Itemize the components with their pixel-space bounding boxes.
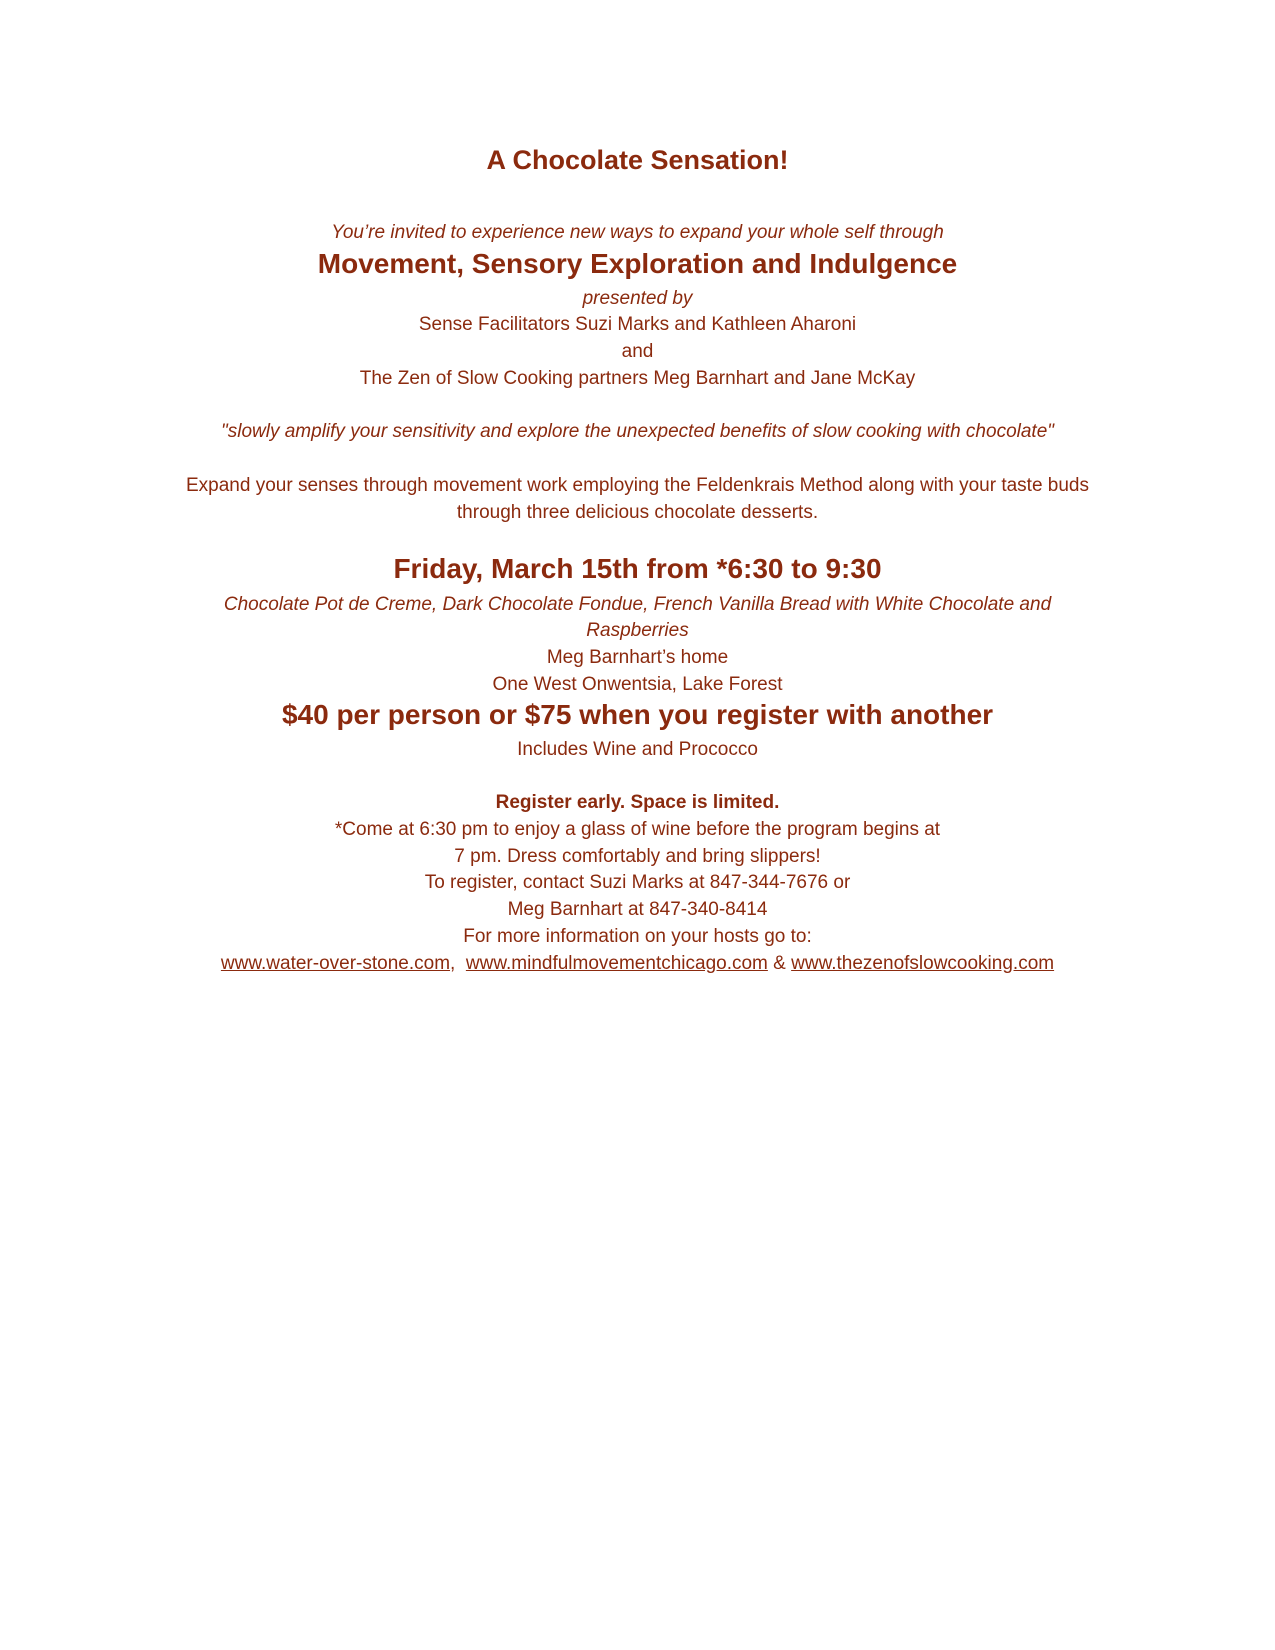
notes-line-4: Meg Barnhart at 847-340-8414 xyxy=(507,899,768,920)
notes-line-2: 7 pm. Dress comfortably and bring slippers! xyxy=(454,846,821,867)
link-zen-of-slow-cooking[interactable]: www.thezenofslowcooking.com xyxy=(791,953,1055,974)
register-early: Register early. Space is limited. xyxy=(495,792,780,813)
link-mindful-movement-chicago[interactable]: www.mindfulmovementchicago.com xyxy=(465,953,768,974)
link-separator-2: & xyxy=(767,953,792,974)
address: One West Onwentsia, Lake Forest xyxy=(492,674,783,695)
venue: Meg Barnhart’s home xyxy=(546,647,729,668)
menu-line-1: Chocolate Pot de Creme, Dark Chocolate Fondue, French Vanilla Bread with White Chocolate and xyxy=(223,594,1052,615)
description-line-1: Expand your senses through movement work employing the Feldenkrais Method along with your taste buds xyxy=(186,475,1089,496)
presenters-line-1: Sense Facilitators Suzi Marks and Kathleen Aharoni xyxy=(418,314,857,335)
event-date: Friday, March 15th from *6:30 to 9:30 xyxy=(393,553,882,584)
notes-line-3: To register, contact Suzi Marks at 847-344-7676 or xyxy=(424,872,851,893)
presented-by: presented by xyxy=(582,288,693,309)
price: $40 per person or $75 when you register with another xyxy=(281,699,994,730)
and-text: and xyxy=(621,341,654,362)
notes-line-5: For more information on your hosts go to: xyxy=(463,926,812,947)
notes-line-1: *Come at 6:30 pm to enjoy a glass of wine before the program begins at xyxy=(334,819,941,840)
quote-text: "slowly amplify your sensitivity and explore the unexpected benefits of slow cooking with chocolate" xyxy=(220,421,1055,442)
invitation-text: You’re invited to experience new ways to expand your whole self through xyxy=(331,222,944,243)
headline: Movement, Sensory Exploration and Indulgence xyxy=(317,248,958,279)
description-line-2: through three delicious chocolate desserts. xyxy=(456,502,819,523)
host-links xyxy=(0,950,1275,978)
menu-line-2: Raspberries xyxy=(586,620,689,641)
includes-text: Includes Wine and Prococco xyxy=(517,739,758,760)
flyer-title: A Chocolate Sensation! xyxy=(486,145,789,175)
presenters-line-2: The Zen of Slow Cooking partners Meg Barnhart and Jane McKay xyxy=(359,368,916,389)
link-water-over-stone[interactable]: www.water-over-stone.com xyxy=(220,953,451,974)
link-separator-1: , xyxy=(450,953,466,974)
